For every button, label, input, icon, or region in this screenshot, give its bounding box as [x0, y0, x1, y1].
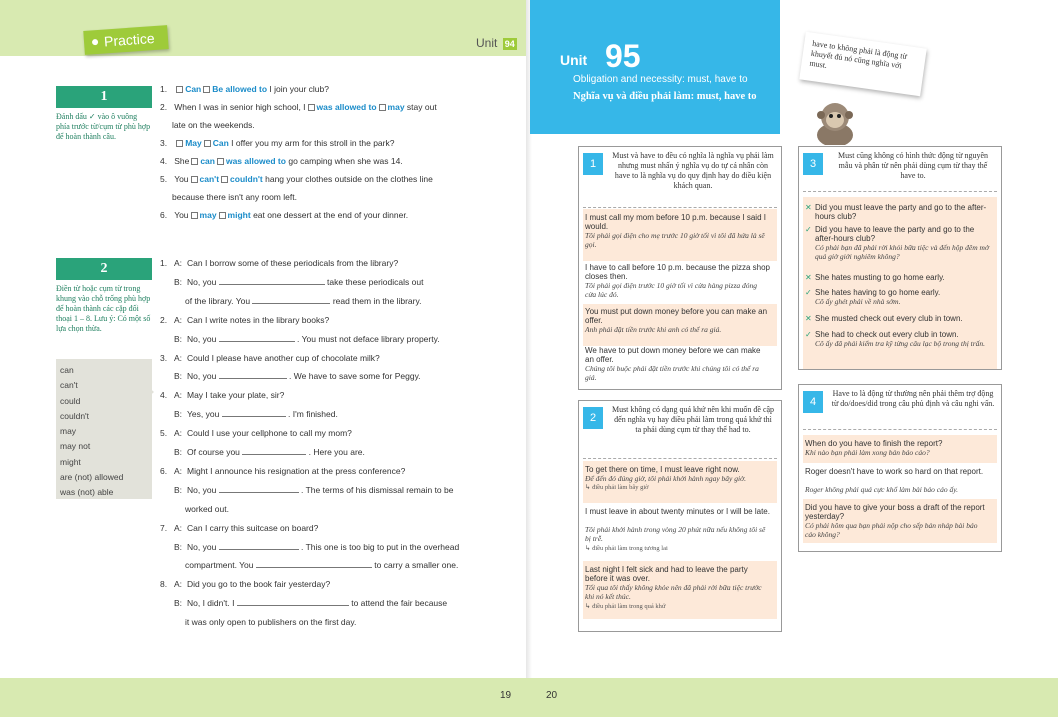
- grammar-box: [578, 146, 782, 390]
- speaker: B:: [174, 276, 183, 287]
- line-text: . I'm finished.: [288, 409, 338, 420]
- ex2-line: [160, 465, 405, 477]
- unit-label: Unit 94: [476, 36, 515, 50]
- unit-number-badge: 94: [504, 39, 515, 49]
- example-vi: Tôi phải khởi hành trong vòng 20 phút nữa nếu không tôi sẽ bị trễ.: [585, 525, 766, 543]
- checkbox[interactable]: [204, 140, 211, 147]
- speaker: B:: [174, 598, 183, 609]
- line-text: of the library. You: [185, 295, 251, 306]
- line-text: . The terms of his dismissal remain to be: [301, 484, 454, 495]
- speaker: B:: [174, 447, 183, 457]
- example-vi: Roger không phải quá cực khổ làm bài báo cáo ấy.: [805, 485, 959, 494]
- checkbox[interactable]: [191, 176, 198, 183]
- speaker: A:: [174, 579, 183, 590]
- line-text: Can I carry this suitcase on board?: [187, 522, 319, 533]
- option-item: may: [60, 426, 77, 437]
- example-en: She hates having to go home early.: [815, 288, 941, 297]
- speaker: B:: [174, 484, 183, 495]
- example-en: When do you have to finish the report?: [805, 439, 943, 448]
- unit-title-en: Obligation and necessity: must, have to: [573, 74, 748, 85]
- ex2-line: [160, 427, 352, 439]
- line-text: Can I write notes in the library books?: [187, 314, 330, 325]
- line-number: 5.: [160, 428, 168, 439]
- page-number-left: 19: [500, 690, 512, 701]
- example-en: I have to call before 10 p.m. because the pizza shop closes then.: [585, 263, 771, 281]
- checkbox[interactable]: [191, 158, 198, 165]
- example-en: You must put down money before you can make an offer.: [585, 307, 768, 325]
- example-vi: Tối qua tôi thấy không khỏe nên đã phải rời bữa tiệc trước khi nó kết thúc.: [585, 583, 762, 601]
- box-heading: Must và have to đều có nghĩa là nghĩa vụ phải làm nhưng must nhấn ý nghĩa vụ do tự cá nhân còn have to là nghĩa vụ do quy định hay do điều kiện khách quan.: [612, 151, 774, 190]
- checkbox[interactable]: [176, 140, 183, 147]
- example-en: She had to check out every club in town.: [815, 330, 959, 339]
- example-vi: Để đến đó đúng giờ, tôi phải khởi hành ngay bây giờ.: [585, 474, 746, 483]
- option-item: can: [60, 365, 74, 375]
- checkbox[interactable]: [176, 86, 183, 93]
- example-vi: Chúng tôi buộc phải đặt tiền trước khi chúng tôi có thể ra giá.: [585, 364, 759, 382]
- exercise-2-number: 2: [56, 258, 152, 280]
- line-text: No, you: [187, 484, 217, 495]
- answer-blank[interactable]: [219, 485, 299, 493]
- option-item: may not: [60, 441, 91, 452]
- line-text: . Here you are.: [308, 447, 365, 457]
- checkbox[interactable]: [219, 212, 226, 219]
- line-text: No, you: [187, 371, 217, 382]
- ex2-line: [185, 559, 458, 571]
- line-text: Did you go to the book fair yesterday?: [187, 579, 331, 590]
- line-text: Can I borrow some of these periodicals from the library?: [187, 258, 399, 268]
- mark-icon: ✓: [805, 288, 812, 297]
- checkbox[interactable]: [191, 212, 198, 219]
- answer-blank[interactable]: [256, 560, 372, 568]
- ex1-item-1: 1. Can Be allowed to I join your club?: [160, 84, 329, 94]
- divider: [803, 191, 997, 192]
- ex2-line: [160, 314, 329, 326]
- line-text: . This one is too big to put in the overhead: [301, 541, 460, 552]
- unit-number: 95: [605, 38, 641, 74]
- example-en: Did you have to give your boss a draft of the report yesterday?: [805, 503, 985, 521]
- example-en: She musted check out every club in town.: [815, 314, 963, 323]
- speaker: A:: [174, 390, 183, 401]
- line-text: Yes, you: [187, 409, 220, 420]
- exercise-2-text: Điền từ hoặc cụm từ trong khung vào chỗ trống phù hợp để hoàn thành các cặp đối thoại 1 – 8. Lưu ý: Có một số lựa chọn thừa.: [56, 284, 151, 333]
- dot-icon: [92, 39, 98, 45]
- speaker: B:: [174, 541, 183, 552]
- answer-blank[interactable]: [222, 409, 286, 417]
- mark-icon: ✕: [805, 314, 812, 323]
- ex2-line: [160, 484, 453, 496]
- grammar-box: [578, 400, 782, 632]
- line-text: take these periodicals out: [327, 276, 424, 287]
- example-en: Did you must leave the party and go to the after-hours club?: [815, 203, 987, 221]
- option-item: can't: [60, 380, 78, 391]
- example-vi: Cô ấy đã phải kiểm tra kỹ từng câu lạc bộ trong thị trấn.: [815, 339, 986, 348]
- option-item: was (not) able: [60, 487, 114, 498]
- ex2-line: [160, 522, 318, 534]
- example-en: Roger doesn't have to work so hard on that report.: [805, 467, 984, 476]
- box-heading: Must cũng không có hình thức động từ nguyên mẫu và phân từ nên phải dùng cụm từ thay thế have to.: [838, 151, 988, 180]
- example-en: I must call my mom before 10 p.m. because I said I would.: [585, 213, 766, 231]
- sticky-note: have to không phải là động từ khuyết đủ nó cũng nghĩa với must.: [799, 32, 926, 97]
- example-vi: Có phải bạn đã phải rời khỏi bữa tiệc và đến hộp đêm mở quá giờ giới nghiêm không?: [815, 243, 989, 261]
- example-note: ↳ điều phải làm trong tương lai: [585, 545, 668, 552]
- ex2-line: [160, 276, 423, 288]
- ex2-line: [160, 597, 447, 609]
- ex2-line: [185, 295, 421, 307]
- line-text: No, you: [187, 541, 217, 552]
- exercise-1-instruction: [56, 86, 152, 142]
- example-en: She hates musting to go home early.: [815, 273, 945, 282]
- checkbox[interactable]: [217, 158, 224, 165]
- mark-icon: ✓: [805, 330, 812, 339]
- answer-blank[interactable]: [219, 542, 299, 550]
- ex2-line: [160, 352, 380, 364]
- mark-icon: ✕: [805, 203, 812, 212]
- example-en: I must leave in about twenty minutes or I will be late.: [585, 507, 770, 516]
- line-text: compartment. You: [185, 560, 254, 571]
- speaker: B:: [174, 371, 183, 382]
- speaker: A:: [174, 428, 183, 439]
- line-text: worked out.: [185, 503, 229, 514]
- box-number: 4: [803, 391, 823, 413]
- example-en: Last night I felt sick and had to leave the party before it was over.: [585, 565, 748, 583]
- speaker: A:: [174, 522, 183, 533]
- ex2-line: [160, 408, 338, 420]
- line-text: Might I announce his resignation at the press conference?: [187, 465, 406, 476]
- line-text: to carry a smaller one.: [374, 560, 459, 571]
- unit-header: Unit 95 Obligation and necessity: must, have to Nghĩa vụ và điều phải làm: must, have to: [530, 0, 780, 134]
- ex2-line: [160, 370, 421, 382]
- ex1-item-4: 4. She can was allowed to go camping when she was 14.: [160, 156, 403, 166]
- exercise-1-number: 1: [56, 86, 152, 108]
- line-text: Could I use your cellphone to call my mom?: [187, 428, 352, 439]
- example-en: To get there on time, I must leave right now.: [585, 465, 740, 474]
- line-number: 3.: [160, 352, 168, 363]
- answer-blank[interactable]: [219, 371, 287, 379]
- checkbox[interactable]: [308, 104, 315, 111]
- grammar-box: [798, 384, 1002, 552]
- example-en: Did you have to leave the party and go to the after-hours club?: [815, 225, 975, 243]
- line-text: No, I didn't. I: [187, 598, 235, 609]
- speaker: A:: [174, 465, 183, 476]
- answer-blank[interactable]: [237, 598, 349, 606]
- checkbox[interactable]: [379, 104, 386, 111]
- line-text: Could I please have another cup of chocolate milk?: [187, 352, 380, 363]
- example-note: ↳ điều phải làm trong quá khứ: [585, 603, 666, 610]
- ex1-item-6: 6. You may might eat one dessert at the end of your dinner.: [160, 210, 409, 220]
- ex1-item-5: 5. You can't couldn't hang your clothes outside on the clothes line: [160, 174, 433, 184]
- line-text: to attend the fair because: [351, 598, 448, 609]
- ex2-line: [160, 257, 398, 269]
- ex2-line: [160, 389, 284, 401]
- ex2-line: [160, 333, 440, 345]
- ex1-item-2-cont: late on the weekends.: [172, 120, 255, 130]
- option-item: could: [60, 395, 81, 406]
- speaker: B:: [174, 409, 183, 420]
- answer-blank[interactable]: [242, 447, 306, 455]
- example-vi: Tôi phải gọi điện cho mẹ trước 10 giờ tối vì tôi đã hứa là sẽ gọi.: [585, 231, 765, 249]
- practice-tab: Practice: [83, 25, 168, 55]
- bottom-band: [0, 678, 1058, 717]
- box-number: 2: [583, 407, 603, 429]
- box-heading: Have to là động từ thường nên phải thêm trợ động từ do/does/did trong câu phủ định và câu nghi vấn.: [831, 389, 995, 408]
- checkbox[interactable]: [221, 176, 228, 183]
- options-box: [56, 359, 152, 499]
- monkey-icon: [806, 95, 864, 145]
- line-text: May I take your plate, sir?: [187, 390, 285, 401]
- line-text: Of course you: [187, 447, 240, 457]
- example-vi: Cô ấy ghét phải về nhà sớm.: [815, 297, 901, 306]
- line-text: No, you: [187, 333, 217, 344]
- line-number: 7.: [160, 522, 168, 533]
- speaker: B:: [174, 333, 183, 344]
- example-note: ↳ điều phải làm bây giờ: [585, 484, 649, 491]
- option-item: couldn't: [60, 410, 90, 421]
- line-text: . You must not deface library property.: [297, 333, 440, 344]
- checkbox[interactable]: [203, 86, 210, 93]
- answer-blank[interactable]: [219, 334, 295, 342]
- options-arrow: [145, 384, 154, 400]
- unit-title-vi: Nghĩa vụ và điều phải làm: must, have to: [573, 91, 757, 102]
- line-text: . We have to save some for Peggy.: [289, 371, 421, 382]
- box-number: 3: [803, 153, 823, 175]
- example-vi: Anh phải đặt tiền trước khi anh có thể ra giá.: [585, 325, 722, 334]
- page-number-right: 20: [546, 690, 558, 701]
- ex2-line: [185, 503, 229, 515]
- grammar-box: [798, 146, 1002, 370]
- example-en: We have to put down money before we can make an offer.: [585, 346, 761, 364]
- speaker: A:: [174, 314, 183, 325]
- line-text: No, you: [187, 276, 217, 287]
- line-number: 8.: [160, 579, 168, 590]
- ex1-item-2: 2. When I was in senior high school, I was allowed to may stay out: [160, 102, 437, 112]
- top-band: [0, 0, 528, 56]
- line-text: read them in the library.: [332, 295, 422, 306]
- answer-blank[interactable]: [219, 277, 325, 285]
- exercise-1-text: Đánh dấu ✓ vào ô vuông phía trước từ/cụm từ phù hợp để hoàn thành câu.: [56, 112, 151, 141]
- ex2-line: [160, 578, 330, 590]
- answer-blank[interactable]: [252, 296, 330, 304]
- option-item: are (not) allowed: [60, 472, 124, 483]
- line-number: 1.: [160, 258, 168, 268]
- speaker: A:: [174, 352, 183, 363]
- box-number: 1: [583, 153, 603, 175]
- line-number: 2.: [160, 314, 168, 325]
- ex1-item-5-cont: because there isn't any room left.: [172, 192, 297, 202]
- mark-icon: ✕: [805, 273, 812, 282]
- ex2-line: [185, 616, 356, 628]
- option-item: might: [60, 456, 81, 467]
- divider: [583, 207, 777, 208]
- divider: [583, 458, 777, 459]
- example-vi: Tôi phải gọi điện trước 10 giờ tối vì cửa hàng pizza đóng cửa lúc đó.: [585, 281, 758, 299]
- line-number: 4.: [160, 390, 168, 401]
- example-vi: Có phải hôm qua bạn phải nộp cho sếp bản nháp bài báo cáo không?: [805, 521, 978, 539]
- exercise-2-instruction: [56, 258, 152, 334]
- divider: [803, 429, 997, 430]
- speaker: A:: [174, 258, 183, 268]
- box-heading: Must không có dạng quá khứ nên khi muốn đề cập đến nghĩa vụ hay điều phải làm trong quá khứ thì ta phải dùng cụm từ thay thế had to.: [611, 405, 775, 434]
- example-vi: Khi nào bạn phải làm xong bản báo cáo?: [805, 448, 930, 457]
- ex1-item-3: 3. May Can I offer you my arm for this stroll in the park?: [160, 138, 395, 148]
- ex2-line: [160, 446, 365, 458]
- ex2-line: [160, 541, 459, 553]
- line-text: it was only open to publishers on the first day.: [185, 617, 357, 628]
- mark-icon: ✓: [805, 225, 812, 234]
- line-number: 6.: [160, 465, 168, 476]
